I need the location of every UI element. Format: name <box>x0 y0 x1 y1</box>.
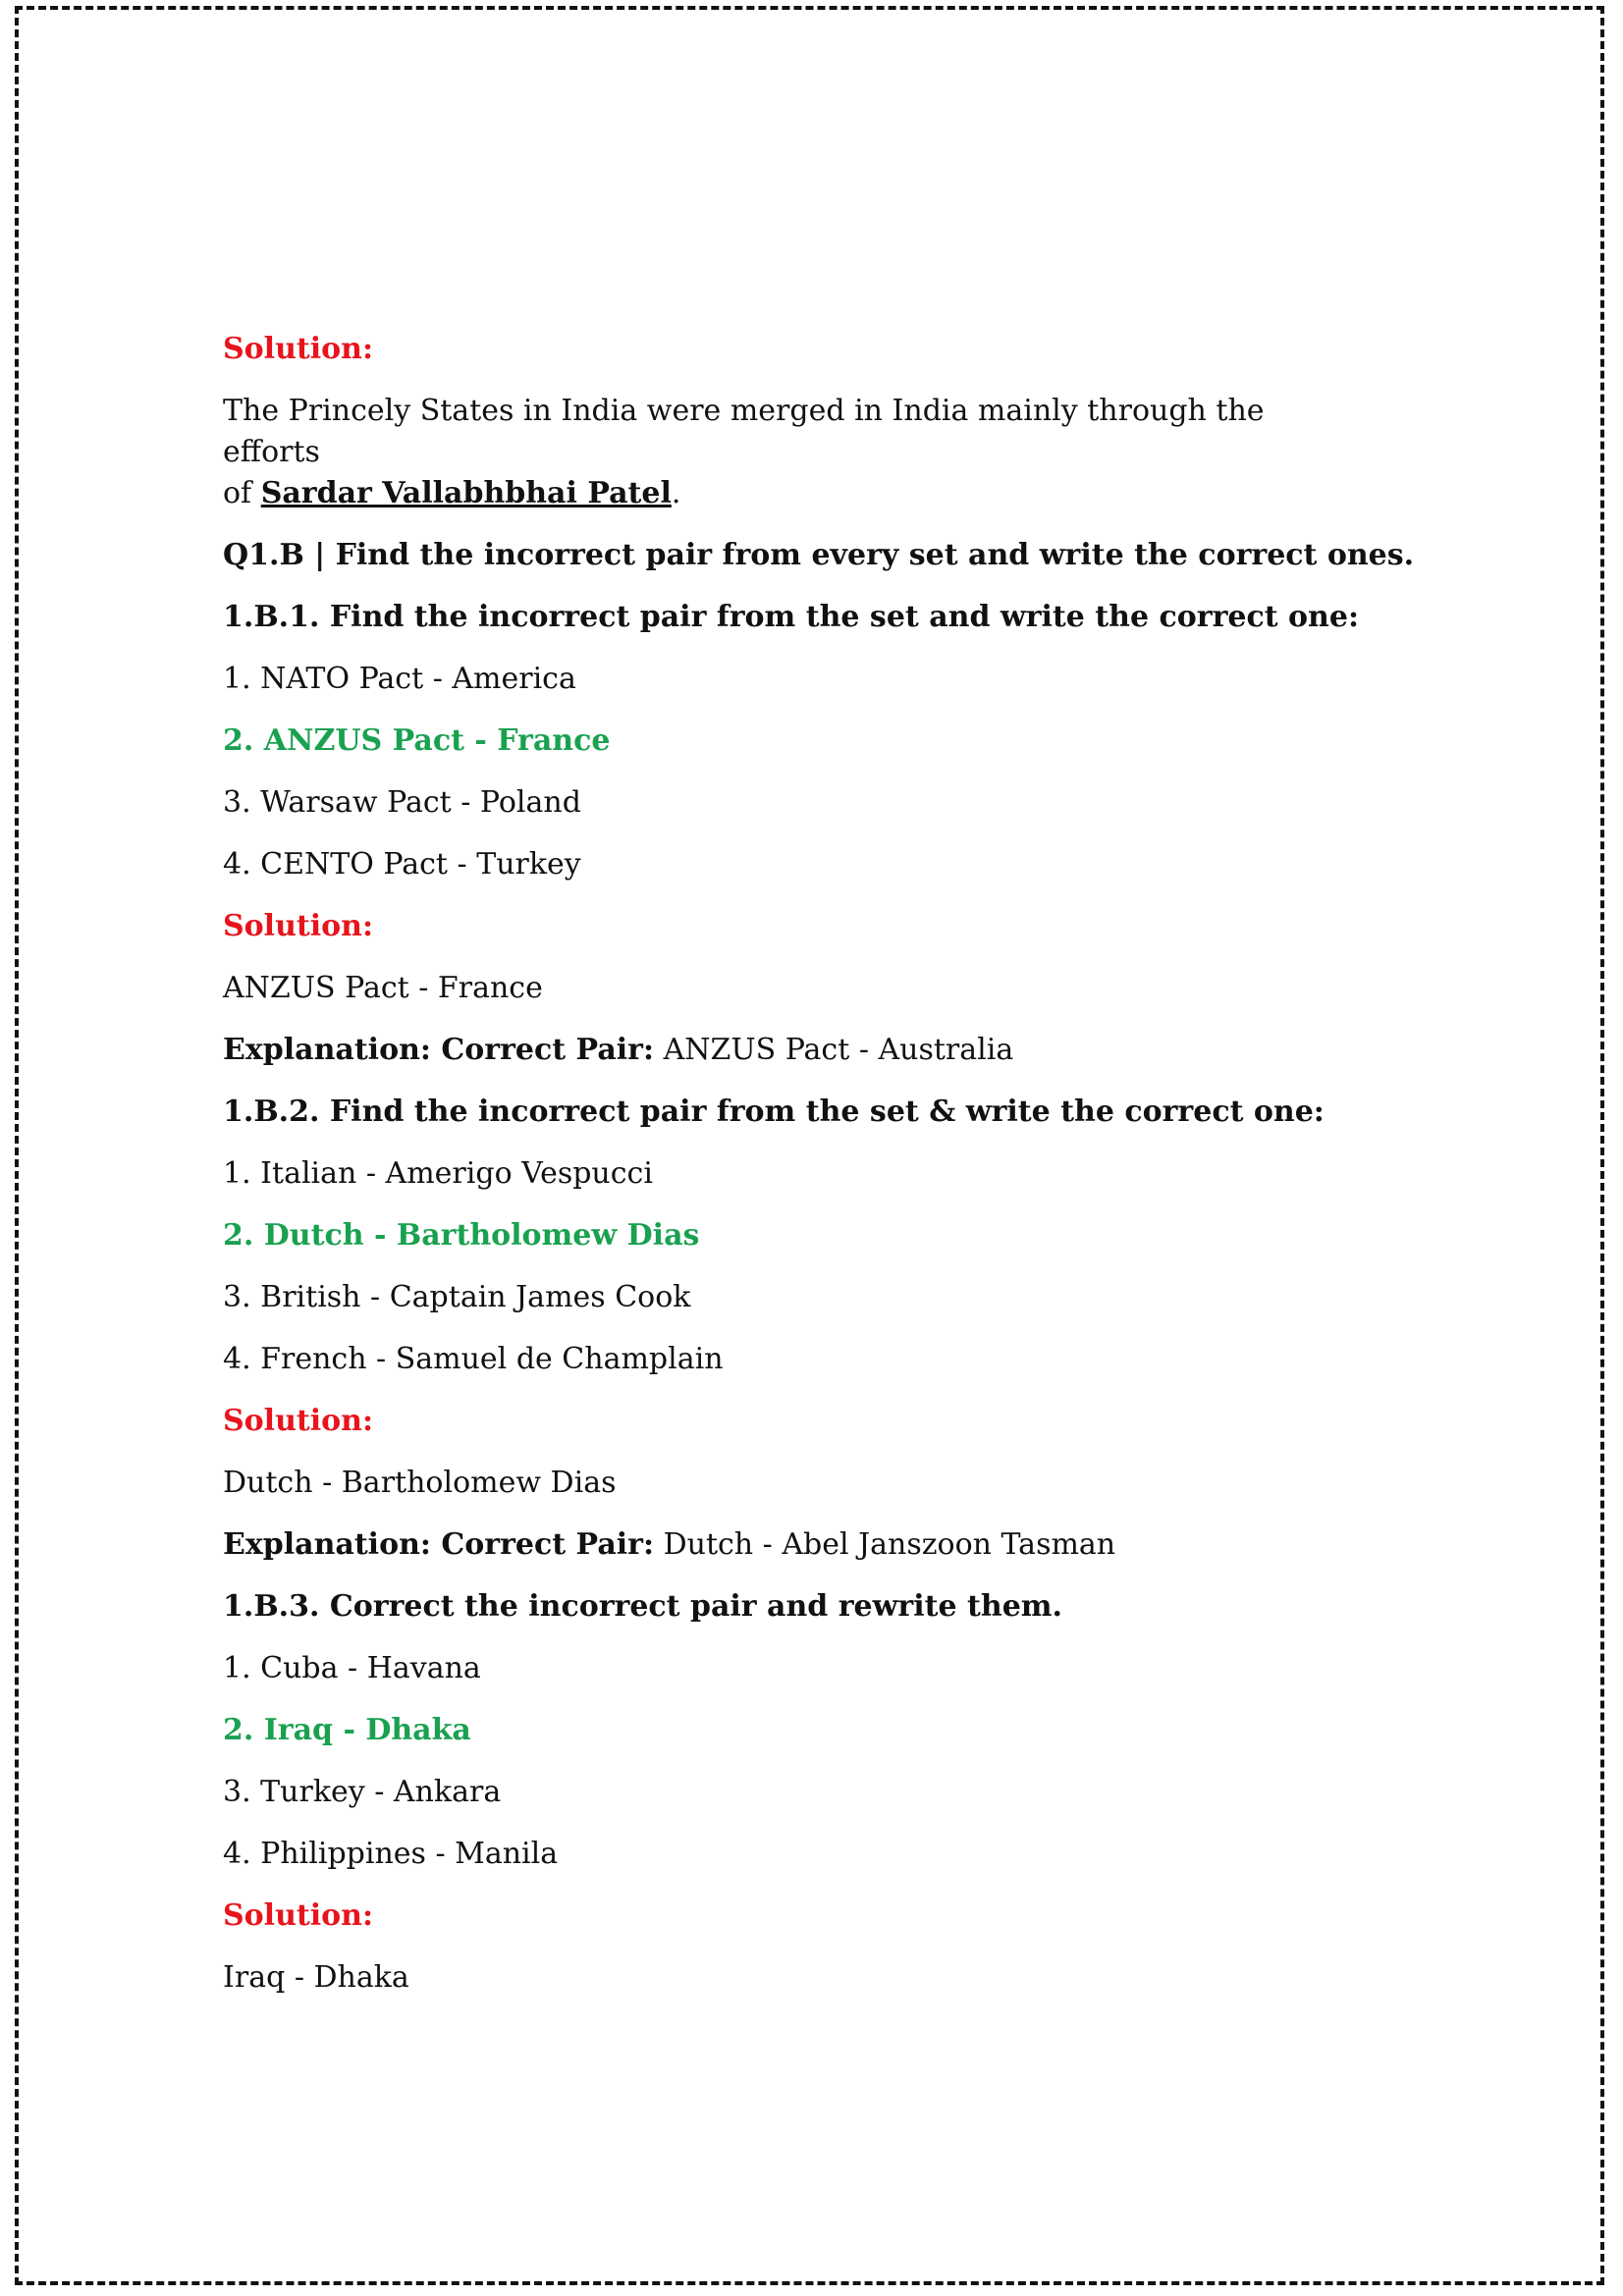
set-2-item-1: 1. Italian - Amerigo Vespucci <box>223 1156 653 1191</box>
intro-text: The Princely States in India were merged in India mainly through the efforts <box>223 394 1265 469</box>
q1b-heading: Q1.B | Find the incorrect pair from every set and write the correct ones. <box>223 538 1415 572</box>
set-3-item-3: 3. Turkey - Ankara <box>223 1775 502 1809</box>
set-1-item-3: 3. Warsaw Pact - Poland <box>223 785 581 820</box>
set-1-item-4: 4. CENTO Pact - Turkey <box>223 847 581 881</box>
document-content <box>223 329 1415 2019</box>
intro-end: . <box>671 476 681 510</box>
set-2-solution-label: Solution: <box>223 1404 374 1438</box>
set-1-item-2: 2. ANZUS Pact - France <box>223 723 611 758</box>
set-2-explanation-label: Explanation: Correct Pair: <box>223 1527 655 1562</box>
set-3-solution-label: Solution: <box>223 1898 374 1933</box>
set-1-item-1: 1. NATO Pact - America <box>223 662 576 696</box>
set-1-explanation-label: Explanation: Correct Pair: <box>223 1033 655 1067</box>
set-3-solution: Iraq - Dhaka <box>223 1960 409 1995</box>
set-3-item-2: 2. Iraq - Dhaka <box>223 1713 471 1747</box>
set-2-heading: 1.B.2. Find the incorrect pair from the set & write the correct one: <box>223 1095 1325 1129</box>
set-2-item-3: 3. British - Captain James Cook <box>223 1280 691 1314</box>
set-3-heading: 1.B.3. Correct the incorrect pair and rewrite them. <box>223 1589 1062 1624</box>
solution-label: Solution: <box>223 332 374 366</box>
patel-name: Sardar Vallabhbhai Patel <box>260 476 672 510</box>
set-3-item-1: 1. Cuba - Havana <box>223 1651 481 1685</box>
set-2-explanation-value: Dutch - Abel Janszoon Tasman <box>654 1527 1116 1562</box>
set-2-item-4: 4. French - Samuel de Champlain <box>223 1342 724 1376</box>
set-1-explanation <box>223 1030 1352 1071</box>
set-1-solution: ANZUS Pact - France <box>223 971 543 1005</box>
set-2-explanation <box>223 1524 1352 1566</box>
set-2-solution: Dutch - Bartholomew Dias <box>223 1466 617 1500</box>
set-2-item-2: 2. Dutch - Bartholomew Dias <box>223 1218 700 1253</box>
set-1-explanation-value: ANZUS Pact - Australia <box>654 1033 1014 1067</box>
intro-paragraph <box>223 391 1352 514</box>
set-1-solution-label: Solution: <box>223 909 374 943</box>
intro-text-of: of <box>223 476 261 510</box>
set-1-heading: 1.B.1. Find the incorrect pair from the set and write the correct one: <box>223 600 1360 634</box>
set-3-item-4: 4. Philippines - Manila <box>223 1837 559 1871</box>
